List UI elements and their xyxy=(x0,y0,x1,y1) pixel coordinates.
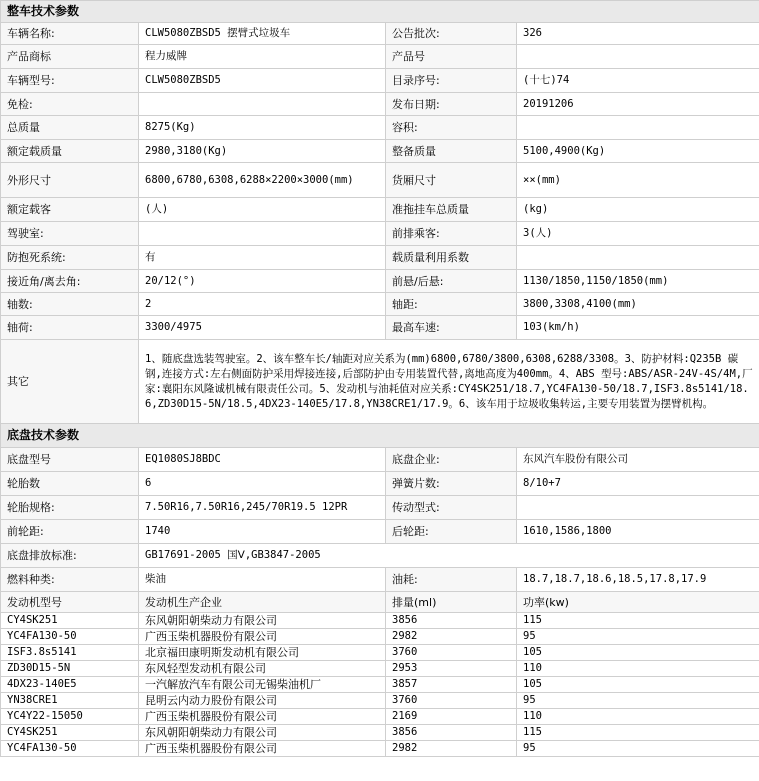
field-value: 1130/1850,1150/1850(mm) xyxy=(517,270,759,293)
field-label: 目录序号: xyxy=(386,69,517,93)
vehicle-section-header xyxy=(1,1,759,23)
engine-maker: 一汽解放汽车有限公司无锡柴油机厂 xyxy=(139,677,386,693)
engine-displacement: 3856 xyxy=(386,613,517,629)
engine-row xyxy=(1,741,759,757)
field-value: 柴油 xyxy=(139,568,386,592)
field-label: 货厢尺寸 xyxy=(386,163,517,198)
field-label: 整备质量 xyxy=(386,140,517,163)
table-row xyxy=(1,198,759,222)
field-value: GB17691-2005 国Ⅴ,GB3847-2005 xyxy=(139,544,759,568)
field-value: (kg) xyxy=(517,198,759,222)
field-value: 有 xyxy=(139,246,386,270)
engine-maker: 广西玉柴机器股份有限公司 xyxy=(139,629,386,645)
table-row xyxy=(1,23,759,45)
field-label: 燃料种类: xyxy=(1,568,139,592)
table-row xyxy=(1,246,759,270)
engine-model: ISF3.8s5141 xyxy=(1,645,139,661)
table-row-fuel xyxy=(1,568,759,592)
engine-header-row xyxy=(1,592,759,613)
table-row xyxy=(1,293,759,316)
field-label: 接近角/离去角: xyxy=(1,270,139,293)
field-value: (十七)74 xyxy=(517,69,759,93)
field-value: 18.7,18.7,18.6,18.5,17.8,17.9 xyxy=(517,568,759,592)
field-value: 3(人) xyxy=(517,222,759,246)
field-value xyxy=(517,246,759,270)
field-label: 油耗: xyxy=(386,568,517,592)
field-label: 额定载客 xyxy=(1,198,139,222)
table-row xyxy=(1,222,759,246)
engine-maker: 广西玉柴机器股份有限公司 xyxy=(139,709,386,725)
engine-row xyxy=(1,645,759,661)
field-value: 1740 xyxy=(139,520,386,544)
table-row-emission xyxy=(1,544,759,568)
field-value: 6800,6780,6308,6288×2200×3000(mm) xyxy=(139,163,386,198)
column-header: 排量(ml) xyxy=(386,592,517,613)
engine-maker: 广西玉柴机器股份有限公司 xyxy=(139,741,386,757)
field-label: 防抱死系统: xyxy=(1,246,139,270)
engine-displacement: 3857 xyxy=(386,677,517,693)
field-value: 8275(Kg) xyxy=(139,116,386,140)
field-label: 前排乘客: xyxy=(386,222,517,246)
engine-power: 110 xyxy=(517,661,759,677)
table-row xyxy=(1,448,759,472)
engine-row xyxy=(1,709,759,725)
column-header: 功率(kw) xyxy=(517,592,759,613)
engine-power: 110 xyxy=(517,709,759,725)
column-header: 发动机型号 xyxy=(1,592,139,613)
table-row xyxy=(1,163,759,198)
engine-model: YC4Y22-15050 xyxy=(1,709,139,725)
field-label: 准拖挂车总质量 xyxy=(386,198,517,222)
engine-maker: 北京福田康明斯发动机有限公司 xyxy=(139,645,386,661)
field-label: 前悬/后悬: xyxy=(386,270,517,293)
table-row xyxy=(1,93,759,116)
field-label: 底盘企业: xyxy=(386,448,517,472)
engine-model: YC4FA130-50 xyxy=(1,629,139,645)
field-value: CLW5080ZBSD5 摆臂式垃圾车 xyxy=(139,23,386,45)
engine-displacement: 2169 xyxy=(386,709,517,725)
field-label: 驾驶室: xyxy=(1,222,139,246)
field-value: 2 xyxy=(139,293,386,316)
field-label: 前轮距: xyxy=(1,520,139,544)
field-label: 传动型式: xyxy=(386,496,517,520)
field-value: 2980,3180(Kg) xyxy=(139,140,386,163)
table-row xyxy=(1,69,759,93)
engine-displacement: 3856 xyxy=(386,725,517,741)
field-label: 底盘型号 xyxy=(1,448,139,472)
table-row xyxy=(1,496,759,520)
engine-power: 105 xyxy=(517,645,759,661)
table-row xyxy=(1,270,759,293)
engine-model: YC4FA130-50 xyxy=(1,741,139,757)
field-label: 车辆名称: xyxy=(1,23,139,45)
field-label: 额定载质量 xyxy=(1,140,139,163)
field-value: EQ1080SJ8BDC xyxy=(139,448,386,472)
field-label: 其它 xyxy=(1,340,139,424)
field-value: 7.50R16,7.50R16,245/70R19.5 12PR xyxy=(139,496,386,520)
table-row xyxy=(1,316,759,340)
field-value xyxy=(517,496,759,520)
field-value: 6 xyxy=(139,472,386,496)
engine-maker: 东风轻型发动机有限公司 xyxy=(139,661,386,677)
table-row-other xyxy=(1,340,759,424)
field-value: (人) xyxy=(139,198,386,222)
field-label: 发布日期: xyxy=(386,93,517,116)
field-value: 3800,3308,4100(mm) xyxy=(517,293,759,316)
field-value: CLW5080ZBSD5 xyxy=(139,69,386,93)
field-label: 产品号 xyxy=(386,45,517,69)
engine-displacement: 2953 xyxy=(386,661,517,677)
engine-maker: 东风朝阳朝柴动力有限公司 xyxy=(139,613,386,629)
field-value: ××(mm) xyxy=(517,163,759,198)
section-title: 底盘技术参数 xyxy=(1,424,759,448)
field-label: 公告批次: xyxy=(386,23,517,45)
field-value: 20/12(°) xyxy=(139,270,386,293)
field-value: 8/10+7 xyxy=(517,472,759,496)
engine-power: 115 xyxy=(517,725,759,741)
field-label: 轮胎数 xyxy=(1,472,139,496)
section-title: 整车技术参数 xyxy=(1,1,759,23)
engine-model: CY4SK251 xyxy=(1,613,139,629)
other-notes: 1、随底盘选装驾驶室。2、该车整车长/轴距对应关系为(mm)6800,6780/3800,6308,6288/3308。3、防护材料:Q235B 碳钢,连接方式:左右侧面防护采用焊接连接,后部防护由专用装置代替,离地高度为400mm。4、ABS 型号:ABS/ASR-24V-4S/4M,厂家:襄阳东风隆诚机械有限责任公司。5、发动机与油耗值对应关系:CY4SK251/18.7,YC4FA130-50/18.7,ISF3.8s5141/18.6,ZD30D15-5N/18.5,4DX23-140E5/17.8,YN38CRE1/17.9。6、该车用于垃圾收集转运,主要专用装置为摆臂机构。 xyxy=(139,340,759,424)
engine-row xyxy=(1,661,759,677)
engine-model: ZD30D15-5N xyxy=(1,661,139,677)
field-label: 后轮距: xyxy=(386,520,517,544)
engine-row xyxy=(1,629,759,645)
table-row xyxy=(1,140,759,163)
engine-displacement: 3760 xyxy=(386,693,517,709)
field-value: 5100,4900(Kg) xyxy=(517,140,759,163)
field-label: 轴距: xyxy=(386,293,517,316)
field-value: 3300/4975 xyxy=(139,316,386,340)
table-row xyxy=(1,45,759,69)
engine-row xyxy=(1,693,759,709)
field-value: 20191206 xyxy=(517,93,759,116)
field-value xyxy=(517,45,759,69)
field-label: 载质量利用系数 xyxy=(386,246,517,270)
chassis-section-header xyxy=(1,424,759,448)
field-label: 车辆型号: xyxy=(1,69,139,93)
field-value: 程力威牌 xyxy=(139,45,386,69)
field-label: 最高车速: xyxy=(386,316,517,340)
engine-power: 105 xyxy=(517,677,759,693)
table-row xyxy=(1,520,759,544)
engine-row xyxy=(1,677,759,693)
engine-model: CY4SK251 xyxy=(1,725,139,741)
engine-power: 115 xyxy=(517,613,759,629)
spec-table-body xyxy=(1,1,759,757)
field-label: 轮胎规格: xyxy=(1,496,139,520)
field-label: 轴荷: xyxy=(1,316,139,340)
engine-row xyxy=(1,725,759,741)
engine-power: 95 xyxy=(517,629,759,645)
field-value xyxy=(139,93,386,116)
engine-maker: 东风朝阳朝柴动力有限公司 xyxy=(139,725,386,741)
engine-model: YN38CRE1 xyxy=(1,693,139,709)
engine-row xyxy=(1,613,759,629)
field-label: 容积: xyxy=(386,116,517,140)
field-label: 总质量 xyxy=(1,116,139,140)
field-label: 弹簧片数: xyxy=(386,472,517,496)
engine-displacement: 2982 xyxy=(386,629,517,645)
field-value: 103(km/h) xyxy=(517,316,759,340)
field-label: 底盘排放标准: xyxy=(1,544,139,568)
field-label: 轴数: xyxy=(1,293,139,316)
engine-displacement: 3760 xyxy=(386,645,517,661)
field-value: 东风汽车股份有限公司 xyxy=(517,448,759,472)
engine-displacement: 2982 xyxy=(386,741,517,757)
table-row xyxy=(1,472,759,496)
engine-maker: 昆明云内动力股份有限公司 xyxy=(139,693,386,709)
engine-model: 4DX23-140E5 xyxy=(1,677,139,693)
field-label: 外形尺寸 xyxy=(1,163,139,198)
field-value: 326 xyxy=(517,23,759,45)
engine-power: 95 xyxy=(517,693,759,709)
field-label: 免检: xyxy=(1,93,139,116)
table-row xyxy=(1,116,759,140)
field-value xyxy=(139,222,386,246)
field-value xyxy=(517,116,759,140)
engine-power: 95 xyxy=(517,741,759,757)
field-label: 产品商标 xyxy=(1,45,139,69)
column-header: 发动机生产企业 xyxy=(139,592,386,613)
field-value: 1610,1586,1800 xyxy=(517,520,759,544)
